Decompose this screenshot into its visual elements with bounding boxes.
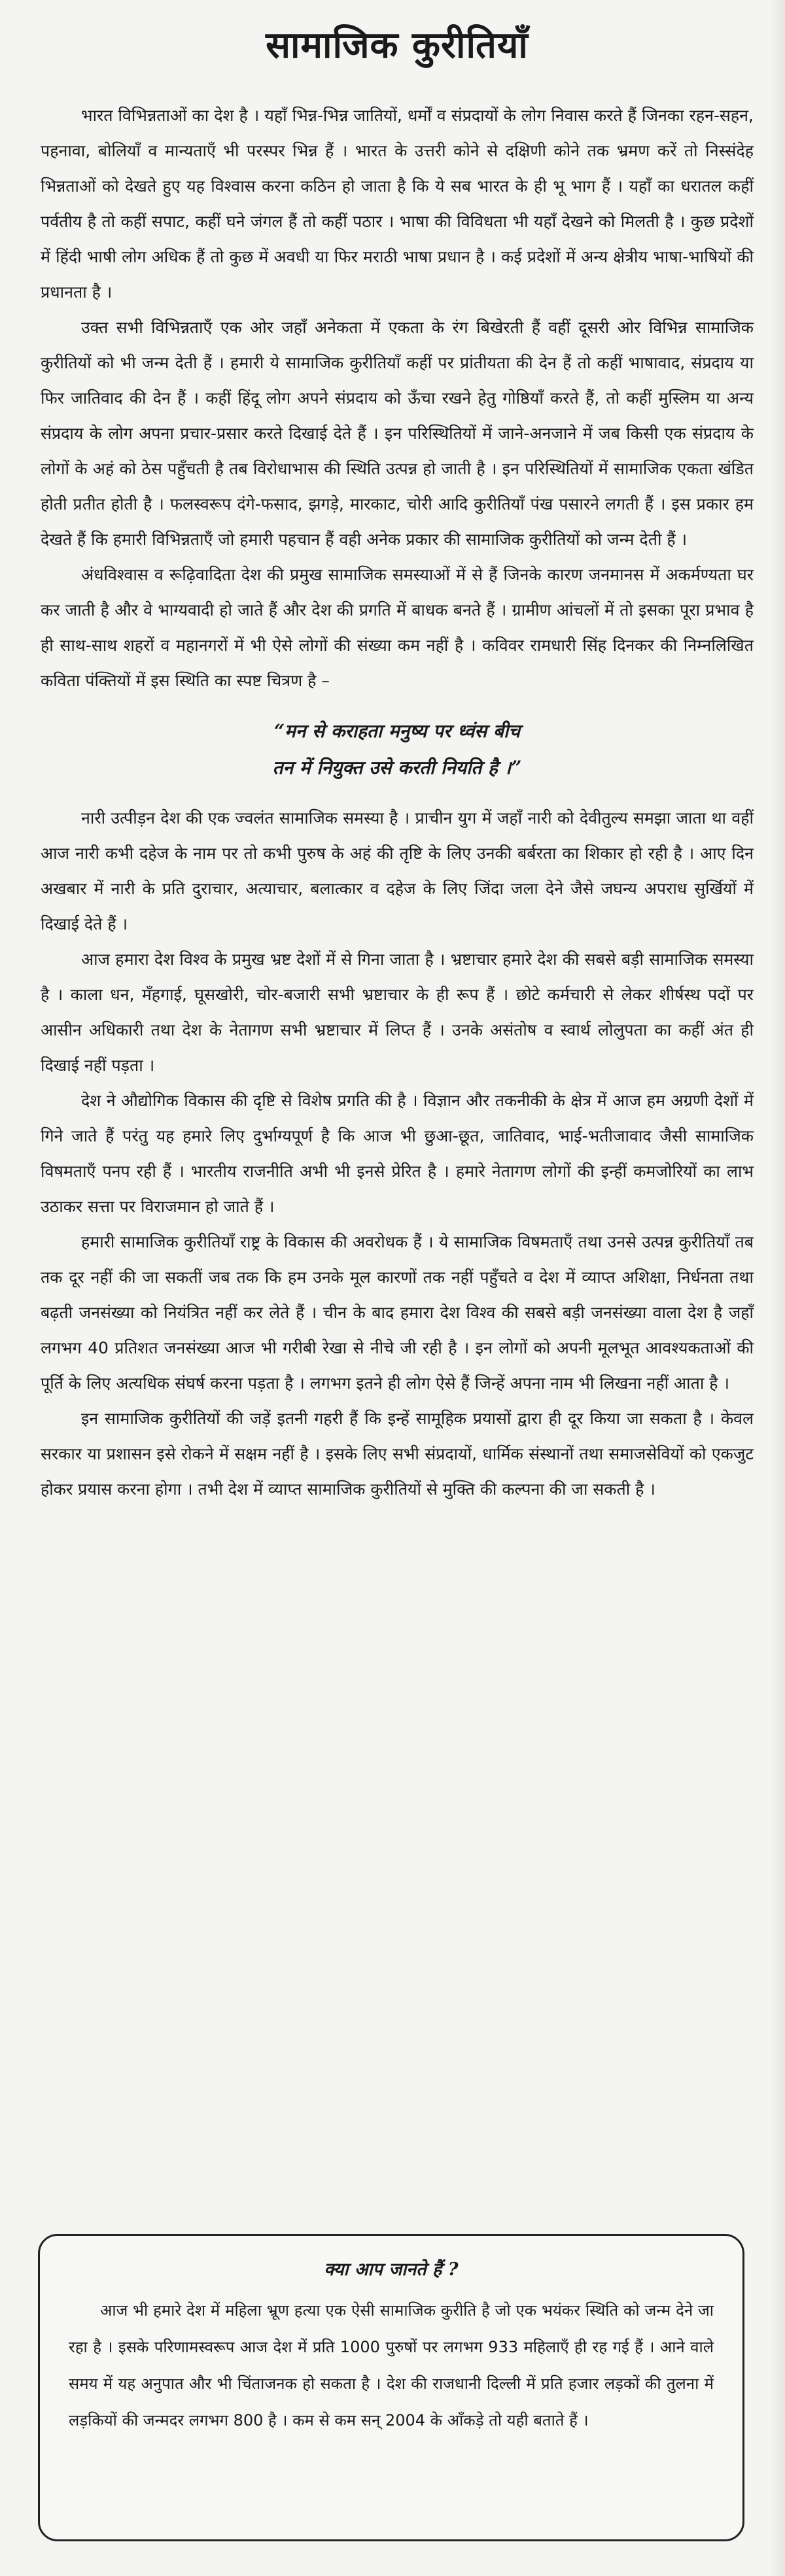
page-title: सामाजिक कुरीतियाँ <box>266 24 529 67</box>
paragraph-3: अंधविश्वास व रूढ़िवादिता देश की प्रमुख सामाजिक समस्याओं में से हैं जिनके कारण जनमानस में अकर्मण्यता घर कर जाती है और वे भाग्यवादी हो जाते हैं और देश की प्रगति में बाधक बनते हैं । ग्रामीण आंचलों में तो इसका पूरा प्रभाव है ही साथ-साथ शहरों व महानगरों में भी ऐसे लोगों की संख्या कम नहीं है । कविवर रामधारी सिंह दिनकर की निम्नलिखित कविता पंक्तियों में इस स्थिति का स्पष्ट चित्रण है – <box>41 565 754 690</box>
paragraph-8: इन सामाजिक कुरीतियों की जड़ें इतनी गहरी हैं कि इन्हें सामूहिक प्रयासों द्वारा ही दूर किया जा सकता है । केवल सरकार या प्रशासन इसे रोकने में सक्षम नहीं है । इसके लिए सभी संप्रदायों, धार्मिक संस्थानों तथा समाजसेवियों को एकजुट होकर प्रयास करना होगा । तभी देश में व्याप्त सामाजिक कुरीतियों से मुक्ति की कल्पना की जा सकती है । <box>41 1409 754 1499</box>
did-you-know-text: आज भी हमारे देश में महिला भ्रूण हत्या एक ऐसी सामाजिक कुरीति है जो एक भयंकर स्थिति को जन्म देने जा रहा है । इसके परिणामस्वरूप आज देश में प्रति 1000 पुरुषों पर लगभग 933 महिलाएँ ही रह गई हैं । आने वाले समय में यह अनुपात और भी चिंताजनक हो सकता है । देश की राजधानी दिल्ली में प्रति हजार लड़कों की तुलना में लड़कियों की जन्मदर लगभग 800 है । कम से कम सन् 2004 के आँकड़े तो यही बताते हैं । <box>69 2301 714 2429</box>
poem-quote-line-1: “मन से कराहता मनुष्य पर ध्वंस बीच <box>274 720 520 742</box>
paragraph-6: देश ने औद्योगिक विकास की दृष्टि से विशेष प्रगति की है । विज्ञान और तकनीकी के क्षेत्र में आज हम अग्रणी देशों में गिने जाते हैं परंतु यह हमारे लिए दुर्भाग्यपूर्ण है कि आज भी छुआ-छूत, जातिवाद, भाई-भतीजावाद जैसी सामाजिक विषमताएँ पनप रही हैं । भारतीय राजनीति अभी भी इनसे प्रेरित है । हमारे नेतागण लोगों की इन्हीं कमजोरियों का लाभ उठाकर सत्ता पर विराजमान हो जाते हैं । <box>41 1091 754 1216</box>
did-you-know-box <box>38 2234 744 2541</box>
poem-quote-line-2: तन में नियुक्त उसे करती नियति है ।” <box>272 757 522 778</box>
paragraph-5: आज हमारा देश विश्व के प्रमुख भ्रष्ट देशों में से गिना जाता है । भ्रष्टाचार हमारे देश की सबसे बड़ी सामाजिक समस्या है । काला धन, मँहगाई, घूसखोरी, चोर-बजारी सभी भ्रष्टाचार के ही रूप हैं । छोटे कर्मचारी से लेकर शीर्षस्थ पदों पर आसीन अधिकारी तथा देश के नेतागण सभी भ्रष्टाचार में लिप्त हैं । उनके असंतोष व स्वार्थ लोलुपता का कहीं अंत ही दिखाई नहीं पड़ता । <box>41 950 754 1075</box>
paragraph-4: नारी उत्पीड़न देश की एक ज्वलंत सामाजिक समस्या है । प्राचीन युग में जहाँ नारी को देवीतुल्य समझा जाता था वहीं आज नारी कभी दहेज के नाम पर तो कभी पुरुष के अहं की तृष्टि के लिए उनकी बर्बरता का शिकार हो रही है । आए दिन अखबार में नारी के प्रति दुराचार, अत्याचार, बलात्कार व दहेज के लिए जिंदा जला देने जैसे जघन्य अपराध सुर्खियों में दिखाई देते हैं । <box>41 809 754 933</box>
paragraph-2: उक्त सभी विभिन्नताएँ एक ओर जहाँ अनेकता में एकता के रंग बिखेरती हैं वहीं दूसरी ओर विभिन्न सामाजिक कुरीतियों को भी जन्म देती हैं । हमारी ये सामाजिक कुरीतियाँ कहीं पर प्रांतीयता की देन हैं तो कहीं भाषावाद, संप्रदाय या फिर जातिवाद की देन हैं । कहीं हिंदू लोग अपने संप्रदाय को ऊँचा रखने हेतु गोष्ठियाँ करते हैं, तो कहीं मुस्लिम या अन्य संप्रदाय के लोग अपना प्रचार-प्रसार करते दिखाई देते हैं । इन परिस्थितियों में जाने-अनजाने में जब किसी एक संप्रदाय के लोगों के अहं को ठेस पहुँचती है तब विरोधाभास की स्थिति उत्पन्न हो जाती है । इन परिस्थितियों में सामाजिक एकता खंडित होती प्रतीत होती है । फलस्वरूप दंगे-फसाद, झगड़े, मारकाट, चोरी आदि कुरीतियाँ पंख पसारने लगती हैं । इस प्रकार हम देखते हैं कि हमारी विभिन्नताएँ जो हमारी पहचान हैं वही अनेक प्रकार की सामाजिक कुरीतियों को जन्म देती हैं । <box>41 318 754 549</box>
paragraph-1: भारत विभिन्नताओं का देश है । यहाँ भिन्न-भिन्न जातियों, धर्मों व संप्रदायों के लोग निवास करते हैं जिनका रहन-सहन, पहनावा, बोलियाँ व मान्यताएँ भी परस्पर भिन्न हैं । भारत के उत्तरी कोने से दक्षिणी कोने तक भ्रमण करें तो निस्संदेह भिन्नताओं को देखते हुए यह विश्वास करना कठिन हो जाता है कि ये सब भारत के ही भू भाग हैं । यहाँ का धरातल कहीं पर्वतीय है तो कहीं सपाट, कहीं घने जंगल हैं तो कहीं पठार । भाषा की विविधता भी यहाँ देखने को मिलती है । कुछ प्रदेशों में हिंदी भाषी लोग अधिक हैं तो कुछ में अवधी या फिर मराठी भाषा प्रधान है । कई प्रदेशों में अन्य क्षेत्रीय भाषा-भाषियों की प्रधानता है । <box>41 106 754 302</box>
page-edge-shadow <box>769 0 785 2576</box>
did-you-know-title: क्या आप जानते हैं ? <box>324 2259 459 2280</box>
paragraph-7: हमारी सामाजिक कुरीतियाँ राष्ट्र के विकास की अवरोधक हैं । ये सामाजिक विषमताएँ तथा उनसे उत्पन्न कुरीतियाँ तब तक दूर नहीं की जा सकतीं जब तक कि हम उनके मूल कारणों तक नहीं पहुँचते व देश में व्याप्त अशिक्षा, निर्धनता तथा बढ़ती जनसंख्या को नियंत्रित नहीं कर लेते हैं । चीन के बाद हमारा देश विश्व की सबसे बड़ी जनसंख्या वाला देश है जहाँ लगभग 40 प्रतिशत जनसंख्या आज भी गरीबी रेखा से नीचे जी रही है । इन लोगों को अपनी मूलभूत आवश्यकताओं की पूर्ति के लिए अत्यधिक संघर्ष करना पड़ता है । लगभग इतने ही लोग ऐसे हैं जिन्हें अपना नाम भी लिखना नहीं आता है । <box>41 1232 754 1393</box>
poem-quote <box>41 713 754 786</box>
